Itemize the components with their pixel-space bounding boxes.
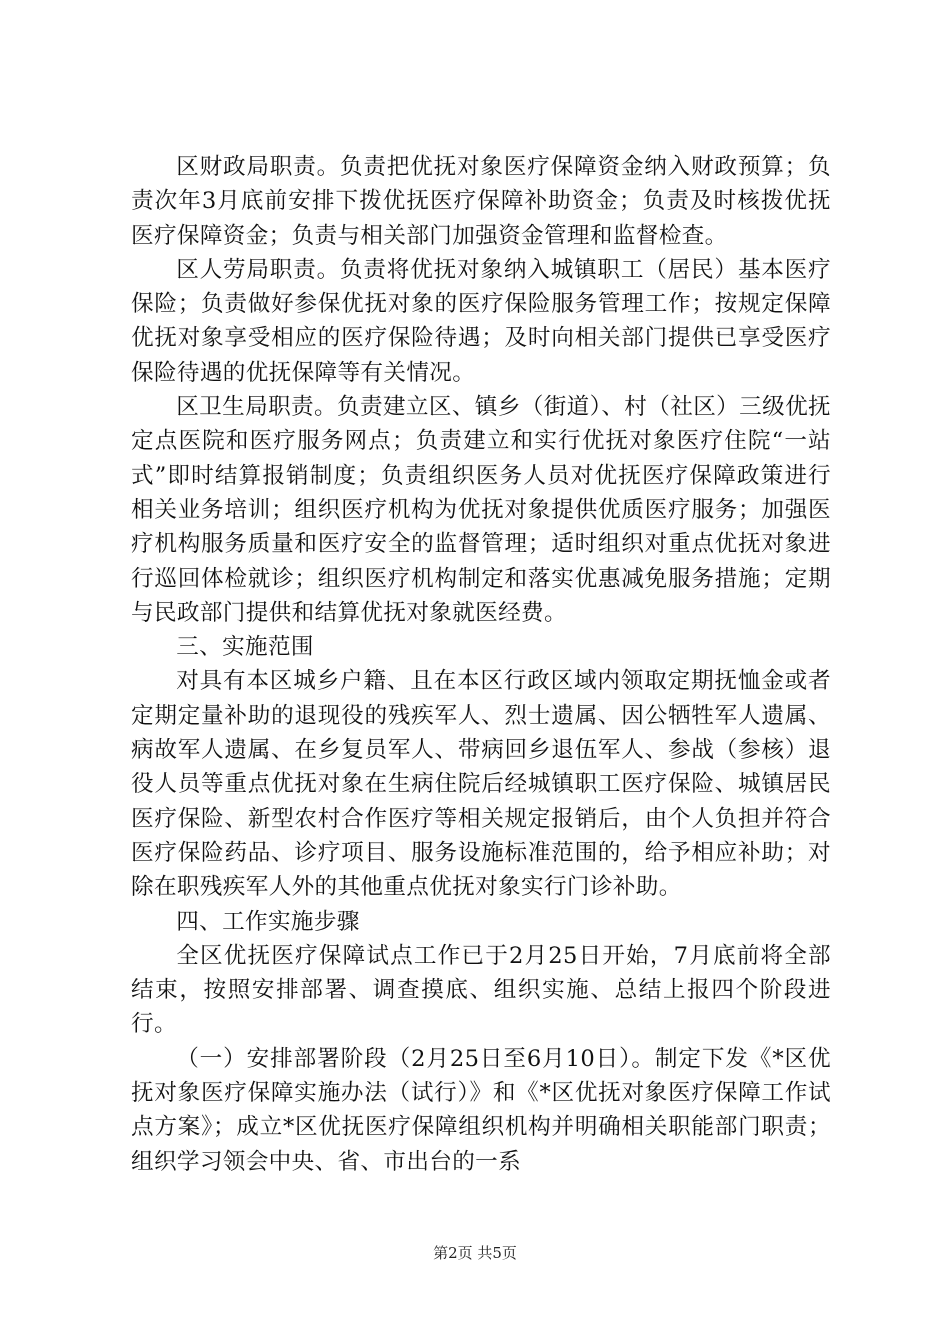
paragraph-labor-bureau: 区人劳局职责。负责将优抚对象纳入城镇职工（居民）基本医疗保险；负责做好参保优抚对象的医疗保险服务管理工作；按规定保障优抚对象享受相应的医疗保险待遇；及时向相关部门提供已享受医疗保险待遇的优抚保障等有关情况。 bbox=[131, 256, 831, 386]
paragraph-finance-bureau: 区财政局职责。负责把优抚对象医疗保障资金纳入财政预算；负责次年3月底前安排下拨优抚医疗保障补助资金；负责及时核拨优抚医疗保障资金；负责与相关部门加强资金管理和监督检查。 bbox=[131, 154, 831, 249]
page-number-footer: 第2页 共5页 bbox=[433, 1244, 517, 1262]
section-heading-scope: 三、实施范围 bbox=[176, 634, 314, 661]
document-body bbox=[131, 150, 831, 1179]
section-heading-steps: 四、工作实施步骤 bbox=[176, 908, 360, 935]
paragraph-scope: 对具有本区城乡户籍、且在本区行政区域内领取定期抚恤金或者定期定量补助的退现役的残疾军人、烈士遗属、因公牺牲军人遗属、病故军人遗属、在乡复员军人、带病回乡退伍军人、参战（参核）退役人员等重点优抚对象在生病住院后经城镇职工医疗保险、城镇居民医疗保险、新型农村合作医疗等相关规定报销后，由个人负担并符合医疗保险药品、诊疗项目、服务设施标准范围的，给予相应补助；对除在职残疾军人外的其他重点优抚对象实行门诊补助。 bbox=[131, 668, 831, 901]
paragraph-health-bureau: 区卫生局职责。负责建立区、镇乡（街道）、村（社区）三级优抚定点医院和医疗服务网点；负责建立和实行优抚对象医疗住院“一站式”即时结算报销制度；负责组织医务人员对优抚医疗保障政策进行相关业务培训；组织医疗机构为优抚对象提供优质医疗服务；加强医疗机构服务质量和医疗安全的监督管理；适时组织对重点优抚对象进行巡回体检就诊；组织医疗机构制定和落实优惠减免服务措施；定期与民政部门提供和结算优抚对象就医经费。 bbox=[131, 394, 831, 626]
paragraph-stage-one: （一）安排部署阶段（2月25日至6月10日）。制定下发《*区优抚对象医疗保障实施办法（试行）》和《*区优抚对象医疗保障工作试点方案》；成立*区优抚医疗保障组织机构并明确相关职能部门职责；组织学习领会中央、省、市出台的一系 bbox=[131, 1045, 831, 1175]
paragraph-steps-overview: 全区优抚医疗保障试点工作已于2月25日开始，7月底前将全部结束，按照安排部署、调查摸底、组织实施、总结上报四个阶段进行。 bbox=[131, 942, 831, 1038]
